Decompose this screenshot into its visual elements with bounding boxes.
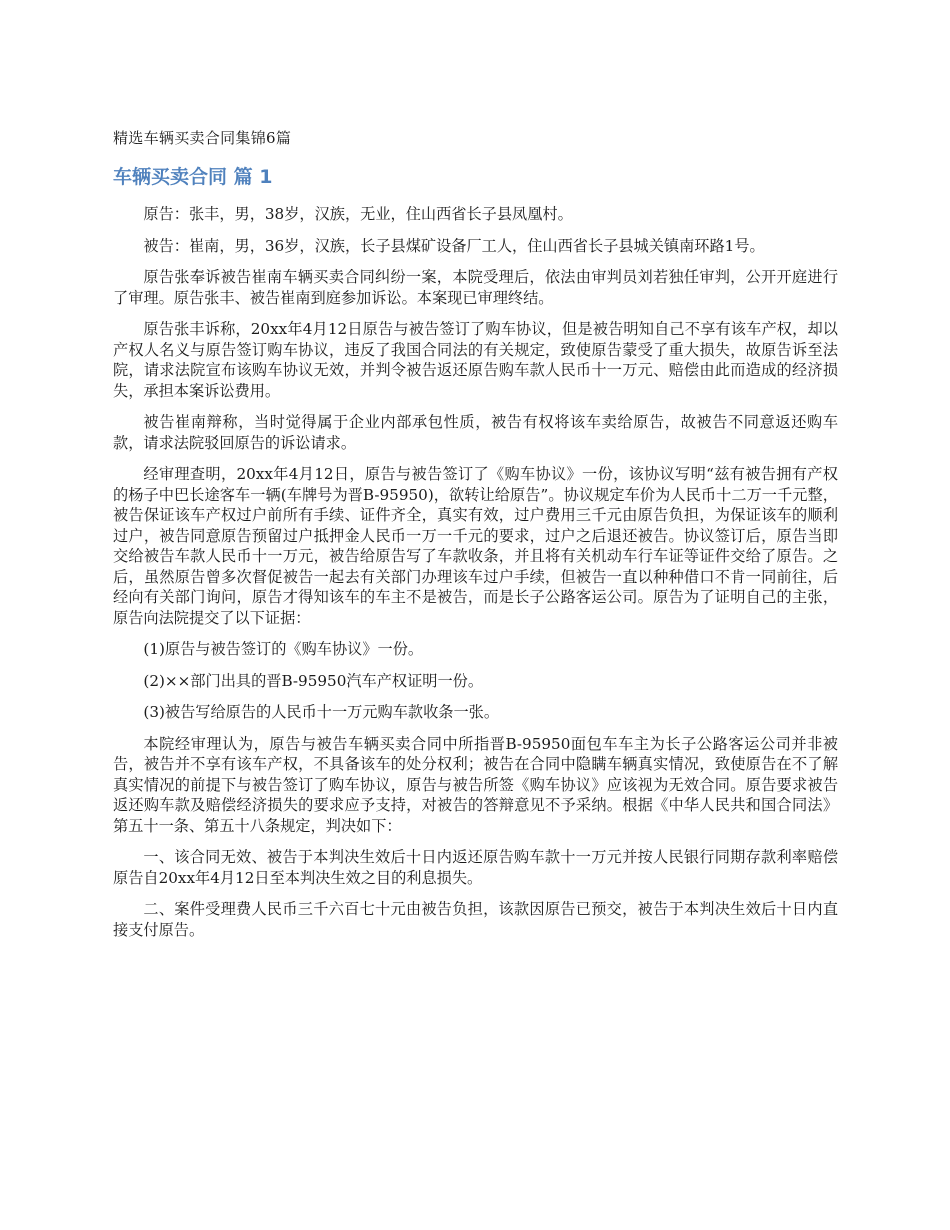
evidence-item-2: (2)××部门出具的晋B-95950汽车产权证明一份。 (143, 671, 484, 690)
paragraph-case-intro: 原告张奉诉被告崔南车辆买卖合同纠纷一案，本院受理后，依法由审判员刘若独任审判，公开开庭进行了审理。原告张丰、被告崔南到庭参加诉讼。本案现已审理终结。 (113, 268, 838, 307)
paragraph-defendant-argument: 被告崔南辩称，当时觉得属于企业内部承包性质，被告有权将该车卖给原告，故被告不同意返还购车款，请求法院驳回原告的诉讼请求。 (113, 413, 838, 452)
paragraph-plaintiff: 原告：张丰，男，38岁，汉族，无业，住山西省长子县凤凰村。 (143, 205, 573, 223)
document-body (113, 204, 838, 951)
judgment-item-2: 二、案件受理费人民币三千六百七十元由被告负担，该款因原告已预交，被告于本判决生效后十日内直接支付原告。 (113, 900, 838, 939)
section-heading: 车辆买卖合同 篇 1 (113, 166, 273, 188)
paragraph-defendant: 被告：崔南，男，36岁，汉族，长子县煤矿设备厂工人，住山西省长子县城关镇南环路1号。 (143, 236, 765, 255)
paragraph-findings: 经审理查明，20xx年4月12日，原告与被告签订了《购车协议》一份，该协议写明“兹有被告拥有产权的杨子中巴长途客车一辆(车牌号为晋B-95950)，欲转让给原告”。协议规定车价为人民币十二万一千元整，被告保证该车产权过户前所有手续、证件齐全，真实有效，过户费用三千元由原告负担，为保证该车的顺利过户，被告同意原告预留过户抵押金人民币一万一千元的要求，过户之后退还被告。协议签订后，原告当即交给被告车款人民币十一万元，被告给原告写了车款收条，并且将有关机动车行车证等证件交给了原告。之后，虽然原告曾多次督促被告一起去有关部门办理该车过户手续，但被告一直以种种借口不肯一同前往，后经向有关部门询问，原告才得知该车的车主不是被告，而是长子公路客运公司。原告为了证明自己的主张，原告向法院提交了以下证据： (113, 465, 838, 627)
evidence-item-3: (3)被告写给原告的人民币十一万元购车款收条一张。 (143, 703, 500, 721)
paragraph-court-opinion: 本院经审理认为，原告与被告车辆买卖合同中所指晋B-95950面包车车主为长子公路客运公司并非被告，被告并不享有该车产权，不具备该车的处分权利；被告在合同中隐瞒车辆真实情况，致使原告在不了解真实情况的前提下与被告签订了购车协议，原告与被告所签《购车协议》应该视为无效合同。原告要求被告返还购车款及赔偿经济损失的要求应予支持，对被告的答辩意见不予采纳。根据《中华人民共和国合同法》第五十一条、第五十八条规定，判决如下： (113, 734, 838, 835)
evidence-item-1: (1)原告与被告签订的《购车协议》一份。 (143, 640, 424, 658)
paragraph-plaintiff-claim: 原告张丰诉称，20xx年4月12日原告与被告签订了购车协议，但是被告明知自己不享有该车产权，却以产权人名义与原告签订购车协议，违反了我国合同法的有关规定，致使原告蒙受了重大损失，故原告诉至法院，请求法院宣布该购车协议无效，并判令被告返还原告购车款人民币十一万元、赔偿由此而造成的经济损失，承担本案诉讼费用。 (113, 320, 838, 400)
judgment-item-1: 一、该合同无效、被告于本判决生效后十日内返还原告购车款十一万元并按人民银行同期存款利率赔偿原告自20xx年4月12日至本判决生效之目的利息损失。 (113, 848, 838, 887)
document-title: 精选车辆买卖合同集锦6篇 (113, 129, 292, 147)
